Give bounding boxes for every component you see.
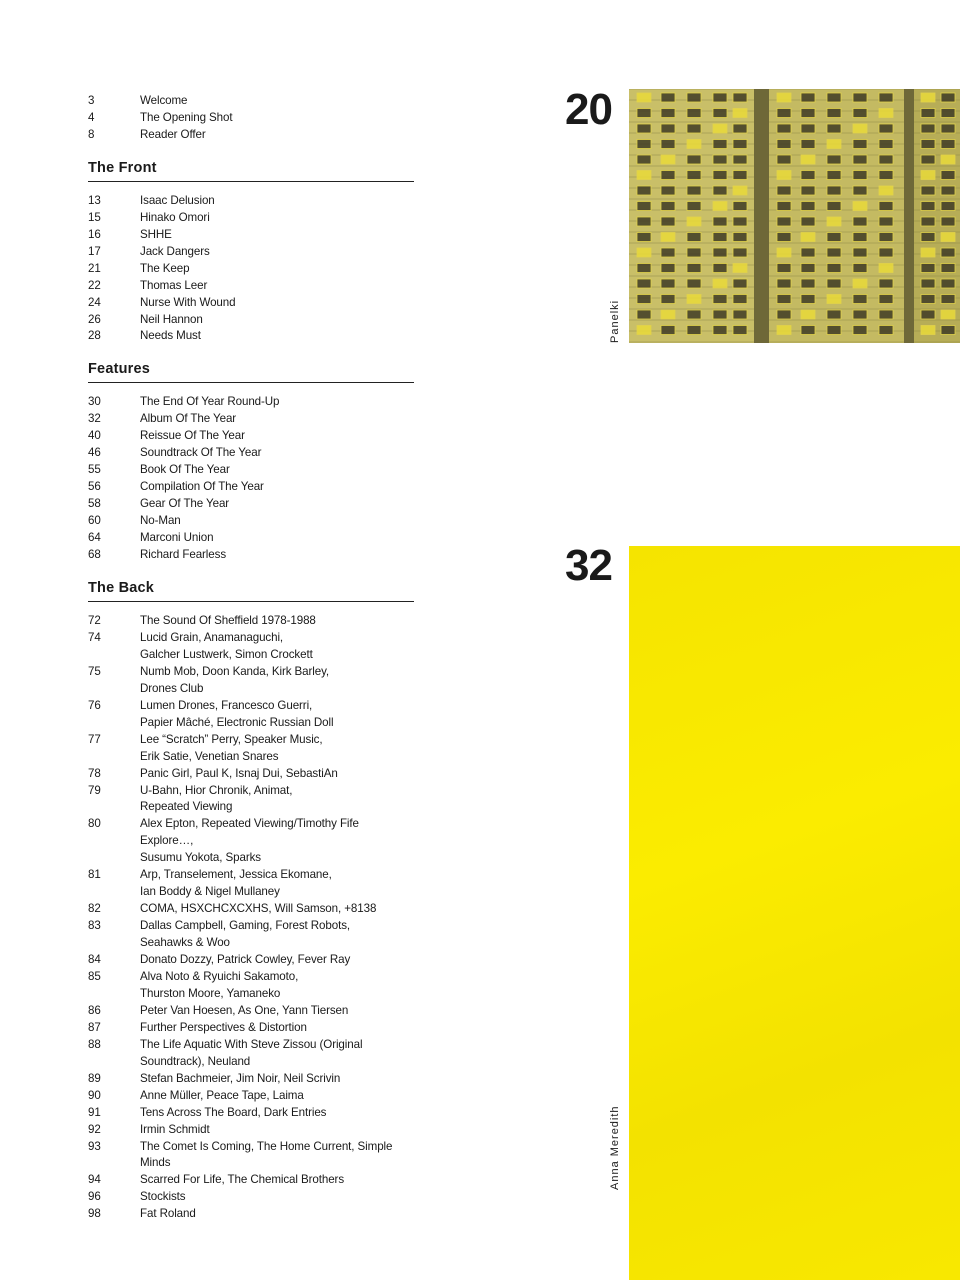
item-title: Album Of The Year	[140, 412, 237, 426]
list-item[interactable]	[88, 1206, 414, 1223]
page-number: 30	[88, 395, 101, 409]
section-rule	[88, 181, 414, 182]
page-number: 84	[88, 953, 101, 967]
list-item[interactable]	[88, 93, 414, 110]
list-item-continued[interactable]	[88, 715, 414, 732]
list-item[interactable]	[88, 1071, 414, 1088]
item-title: The Opening Shot	[140, 110, 233, 124]
item-title: Papier Mâché, Electronic Russian Doll	[140, 715, 334, 729]
yellow-cover-panel[interactable]	[629, 546, 960, 1280]
list-item[interactable]	[88, 901, 414, 918]
list-item[interactable]	[88, 210, 414, 227]
page-number: 77	[88, 732, 101, 746]
item-title: Lumen Drones, Francesco Guerri,	[140, 698, 313, 712]
page-number: 3	[88, 94, 95, 107]
page-number: 56	[88, 480, 101, 494]
page-number: 93	[88, 1139, 101, 1153]
page-number	[88, 935, 140, 952]
section-items	[88, 193, 414, 346]
list-item[interactable]	[88, 952, 414, 969]
page-number: 91	[88, 1105, 101, 1119]
page-number	[88, 799, 140, 816]
item-title: Further Perspectives & Distortion	[140, 1020, 307, 1034]
page-number: 81	[88, 868, 101, 882]
list-item[interactable]	[88, 1003, 414, 1020]
item-title: Lee “Scratch” Perry, Speaker Music,	[140, 732, 323, 746]
list-item-continued[interactable]	[88, 647, 414, 664]
page-number: 46	[88, 446, 101, 460]
list-item[interactable]	[88, 394, 414, 411]
item-title: Soundtrack Of The Year	[140, 446, 262, 460]
page-number: 92	[88, 1122, 101, 1136]
item-title: Neil Hannon	[140, 312, 203, 326]
page-number: 13	[88, 193, 101, 207]
list-item[interactable]	[88, 664, 414, 681]
list-item[interactable]	[88, 1139, 414, 1173]
section-items	[88, 394, 414, 564]
list-item[interactable]	[88, 766, 414, 783]
page-number: 60	[88, 514, 101, 528]
list-item-continued[interactable]	[88, 935, 414, 952]
section-heading: The Back	[88, 579, 155, 596]
item-title: U-Bahn, Hior Chronik, Animat,	[140, 783, 293, 797]
item-title: Alva Noto & Ryuichi Sakamoto,	[140, 969, 299, 983]
list-item[interactable]	[88, 496, 414, 513]
list-item-continued[interactable]	[88, 749, 414, 766]
page-number: 98	[88, 1207, 101, 1221]
page-number	[88, 647, 140, 664]
item-title: Drones Club	[140, 681, 204, 695]
page-number: 68	[88, 548, 101, 562]
list-item[interactable]	[88, 816, 414, 850]
item-title: Galcher Lustwerk, Simon Crockett	[140, 647, 313, 661]
intro-group	[88, 93, 414, 144]
list-item[interactable]	[88, 1037, 414, 1054]
item-title: The Life Aquatic With Steve Zissou (Original	[140, 1037, 363, 1051]
page-number: 78	[88, 766, 101, 780]
item-title: Soundtrack), Neuland	[140, 1054, 251, 1068]
item-title: Compilation Of The Year	[140, 480, 264, 494]
item-title: COMA, HSXCHCXCXHS, Will Samson, +8138	[140, 902, 377, 916]
page-number: 8	[88, 127, 95, 141]
item-title: Panic Girl, Paul K, Isnaj Dui, SebastiAn	[140, 766, 338, 780]
item-title: Reader Offer	[140, 127, 206, 141]
feature-caption: Panelki	[609, 299, 621, 343]
item-title: Ian Boddy & Nigel Mullaney	[140, 885, 280, 899]
page-number: 64	[88, 531, 101, 545]
item-title: The Keep	[140, 261, 190, 275]
list-item[interactable]	[88, 1105, 414, 1122]
item-title: Marconi Union	[140, 531, 214, 545]
page-number: 22	[88, 278, 101, 292]
item-title: Tens Across The Board, Dark Entries	[140, 1105, 327, 1119]
item-title: Gear Of The Year	[140, 497, 230, 511]
item-title: Peter Van Hoesen, As One, Yann Tiersen	[140, 1003, 349, 1017]
item-title: Anne Müller, Peace Tape, Laima	[140, 1088, 304, 1102]
page-number: 88	[88, 1037, 101, 1051]
page-number	[88, 884, 140, 901]
item-title: The Sound Of Sheffield 1978-1988	[140, 613, 316, 627]
list-item[interactable]	[88, 278, 414, 295]
page-number: 89	[88, 1071, 101, 1085]
item-title: Erik Satie, Venetian Snares	[140, 749, 279, 763]
item-title: Thomas Leer	[140, 278, 208, 292]
list-item[interactable]	[88, 193, 414, 210]
item-title: Welcome	[140, 94, 188, 107]
feature-caption: Anna Meredith	[609, 1105, 621, 1190]
list-item-continued[interactable]	[88, 884, 414, 901]
page-number: 83	[88, 919, 101, 933]
page-number: 17	[88, 244, 101, 258]
item-title: Dallas Campbell, Gaming, Forest Robots,	[140, 919, 351, 933]
list-item[interactable]	[88, 127, 414, 144]
page-number: 24	[88, 295, 101, 309]
item-title: Fat Roland	[140, 1207, 196, 1221]
item-title: Donato Dozzy, Patrick Cowley, Fever Ray	[140, 953, 351, 967]
page-number: 28	[88, 329, 101, 343]
list-item[interactable]	[88, 428, 414, 445]
list-item[interactable]	[88, 969, 414, 986]
item-title: Repeated Viewing	[140, 800, 233, 814]
item-title: Seahawks & Woo	[140, 936, 230, 950]
page-number: 96	[88, 1190, 101, 1204]
list-item[interactable]	[88, 867, 414, 884]
item-title: Irmin Schmidt	[140, 1122, 210, 1136]
section-heading: The Front	[88, 159, 157, 176]
page-number: 58	[88, 497, 101, 511]
list-item[interactable]	[88, 547, 414, 564]
list-item[interactable]	[88, 411, 414, 428]
page-number: 26	[88, 312, 101, 326]
list-item[interactable]	[88, 1172, 414, 1189]
list-item[interactable]	[88, 613, 414, 630]
list-item[interactable]	[88, 328, 414, 345]
list-item[interactable]	[88, 732, 414, 749]
item-title: Book Of The Year	[140, 463, 230, 477]
item-title: Scarred For Life, The Chemical Brothers	[140, 1173, 345, 1187]
list-item[interactable]	[88, 1189, 414, 1206]
item-title: Susumu Yokota, Sparks	[140, 851, 261, 865]
section-heading: Features	[88, 361, 151, 378]
list-item-continued[interactable]	[88, 1054, 414, 1071]
page-number: 16	[88, 227, 101, 241]
page-number: 74	[88, 630, 101, 644]
page-number: 80	[88, 817, 101, 831]
item-title: Nurse With Wound	[140, 295, 236, 309]
page-number: 85	[88, 969, 101, 983]
list-item[interactable]	[88, 261, 414, 278]
list-item[interactable]	[88, 918, 414, 935]
list-item[interactable]	[88, 1122, 414, 1139]
item-title: Stockists	[140, 1190, 186, 1204]
page-number: 15	[88, 210, 101, 224]
list-item-continued[interactable]	[88, 799, 414, 816]
item-title: Richard Fearless	[140, 548, 227, 562]
page-number: 79	[88, 783, 101, 797]
list-item[interactable]	[88, 295, 414, 312]
list-item[interactable]	[88, 244, 414, 261]
item-title: Alex Epton, Repeated Viewing/Timothy Fife Explore…,	[140, 817, 359, 848]
section-rule	[88, 382, 414, 383]
item-title: Numb Mob, Doon Kanda, Kirk Barley,	[140, 664, 330, 678]
section-rule	[88, 601, 414, 602]
item-title: The Comet Is Coming, The Home Current, Simple Minds	[140, 1139, 393, 1170]
list-item-continued[interactable]	[88, 681, 414, 698]
list-item[interactable]	[88, 1020, 414, 1037]
item-title: Jack Dangers	[140, 244, 210, 258]
page-number	[88, 850, 140, 867]
section-items	[88, 613, 414, 1223]
item-title: SHHE	[140, 227, 172, 241]
item-title: Reissue Of The Year	[140, 429, 245, 443]
section-features	[88, 361, 414, 564]
list-item[interactable]	[88, 445, 414, 462]
list-item[interactable]	[88, 698, 414, 715]
page-number: 21	[88, 261, 101, 275]
feature-page-number: 32	[565, 541, 612, 590]
page-number: 75	[88, 664, 101, 678]
item-title: Isaac Delusion	[140, 193, 215, 207]
page-number	[88, 681, 140, 698]
section-the-back	[88, 580, 414, 1223]
item-title: Lucid Grain, Anamanaguchi,	[140, 630, 284, 644]
page-number: 86	[88, 1003, 101, 1017]
page-number	[88, 1054, 140, 1071]
list-item[interactable]	[88, 530, 414, 547]
item-title: No-Man	[140, 514, 181, 528]
page-number: 90	[88, 1088, 101, 1102]
item-title: Needs Must	[140, 329, 201, 343]
page-number: 82	[88, 902, 101, 916]
page-number	[88, 986, 140, 1003]
list-item[interactable]	[88, 227, 414, 244]
page-number	[88, 715, 140, 732]
page-number: 40	[88, 429, 101, 443]
item-title: Stefan Bachmeier, Jim Noir, Neil Scrivin	[140, 1071, 341, 1085]
list-item[interactable]	[88, 110, 414, 127]
item-title: Arp, Transelement, Jessica Ekomane,	[140, 868, 332, 882]
page-number: 55	[88, 463, 101, 477]
page-number: 76	[88, 698, 101, 712]
page-number	[88, 749, 140, 766]
tower-block-illustration	[629, 89, 960, 343]
list-item[interactable]	[88, 783, 414, 800]
page-number: 94	[88, 1173, 101, 1187]
item-title: Hinako Omori	[140, 210, 210, 224]
list-item-continued[interactable]	[88, 986, 414, 1003]
tower-block-photo[interactable]	[629, 89, 960, 343]
item-title: The End Of Year Round-Up	[140, 395, 280, 409]
page-number: 4	[88, 110, 95, 124]
list-item[interactable]	[88, 1088, 414, 1105]
list-item[interactable]	[88, 462, 414, 479]
page-number: 32	[88, 412, 101, 426]
page-number: 72	[88, 613, 101, 627]
page-number: 87	[88, 1020, 101, 1034]
list-item[interactable]	[88, 630, 414, 647]
list-item-continued[interactable]	[88, 850, 414, 867]
item-title: Thurston Moore, Yamaneko	[140, 986, 281, 1000]
feature-page-number: 20	[565, 85, 612, 134]
list-item[interactable]	[88, 312, 414, 329]
list-item[interactable]	[88, 513, 414, 530]
contents-list	[88, 93, 414, 1223]
section-the-front	[88, 160, 414, 346]
list-item[interactable]	[88, 479, 414, 496]
